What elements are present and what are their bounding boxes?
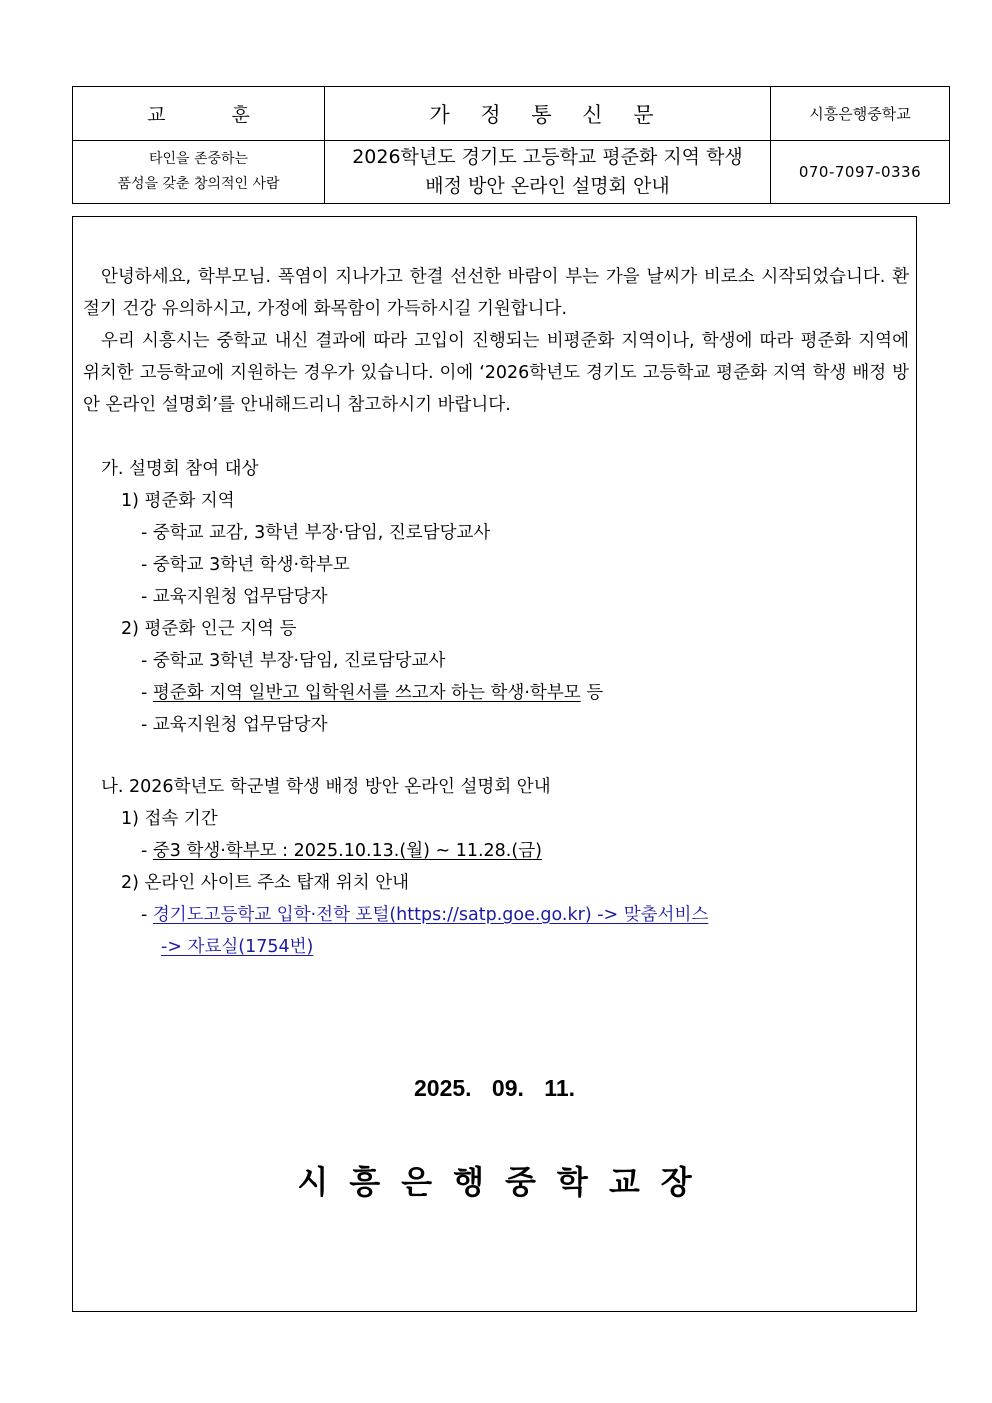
list-item-dash: - [141,683,153,703]
intro-paragraph-1 [83,261,909,325]
portal-link[interactable]: 경기도고등학교 입학·전학 포털(https://satp.goe.go.kr) -> 맞춤서비스 [152,905,709,925]
document-title [325,141,771,204]
section-b-title: 나. 2026학년도 학군별 학생 배정 방안 온라인 설명회 안내 [101,777,551,797]
list-item: - 중학교 3학년 학생·학부모 [141,555,350,575]
intro-paragraph-1-text: 안녕하세요, 학부모님. 폭염이 지나가고 한결 선선한 바람이 부는 가을 날씨가 비로소 시작되었습니다. 환절기 건강 유의하시고, 가정에 화목함이 가득하시길 기원합니다. [83,267,909,319]
list-item: - 교육지원청 업무담당자 [141,715,328,735]
section-a-group-1-title: 1) 평준화 지역 [121,491,235,511]
school-name: 시흥은행중학교 [771,87,950,141]
period-title: 1) 접속 기간 [121,809,218,829]
period-item [83,835,909,867]
header-table [72,86,950,204]
list-item-dash: - [141,841,153,861]
school-motto [73,141,325,204]
list-item: - 중학교 교감, 3학년 부장·담임, 진로담당교사 [141,523,491,543]
issue-date: 2025. 09. 11. [413,1075,575,1101]
list-item: - 중학교 3학년 부장·담임, 진로담당교사 [141,651,446,671]
letter-content [83,261,909,963]
title-line-2: 배정 방안 온라인 설명회 안내 [425,175,670,197]
signer-name: 시흥은행중학교장 [297,1163,713,1201]
site-title: 2) 온라인 사이트 주소 탑재 위치 안내 [121,873,410,893]
phone-number: 070-7097-0336 [771,141,950,204]
period-value: 중3 학생·학부모 : 2025.10.13.(월) ~ 11.28.(금) [152,841,542,861]
intro-paragraph-2 [83,325,909,421]
motto-line-2: 품성을 갖춘 창의적인 사람 [117,176,280,192]
site-item-continued [83,931,909,963]
site-item [83,899,909,931]
letter-body [72,216,917,1312]
list-item: - 교육지원청 업무담당자 [141,587,328,607]
section-a-title: 가. 설명회 참여 대상 [101,459,259,479]
motto-heading: 교 훈 [73,87,325,141]
list-item [83,677,909,709]
archive-link[interactable]: -> 자료실(1754번) [161,937,314,957]
underlined-target-text: 평준화 지역 일반고 입학원서를 쓰고자 하는 학생·학부모 [152,683,581,703]
list-item-dash: - [141,905,153,925]
intro-paragraph-2-text: 우리 시흥시는 중학교 내신 결과에 따라 고입이 진행되는 비평준화 지역이나, 학생에 따라 평준화 지역에 위치한 고등학교에 지원하는 경우가 있습니다. 이에 ‘2026학년도 경기도 고등학교 평준화 지역 학생 배정 방안 온라인 설명회’를 안내해드리니 참고하시기 바랍니다. [83,331,909,415]
doc-type-label: 가 정 통 신 문 [325,87,771,141]
list-item-suffix: 등 [580,683,604,703]
title-line-1: 2026학년도 경기도 고등학교 평준화 지역 학생 [352,146,743,168]
section-a-group-2-title: 2) 평준화 인근 지역 등 [121,619,297,639]
motto-line-1: 타인을 존중하는 [148,151,249,167]
